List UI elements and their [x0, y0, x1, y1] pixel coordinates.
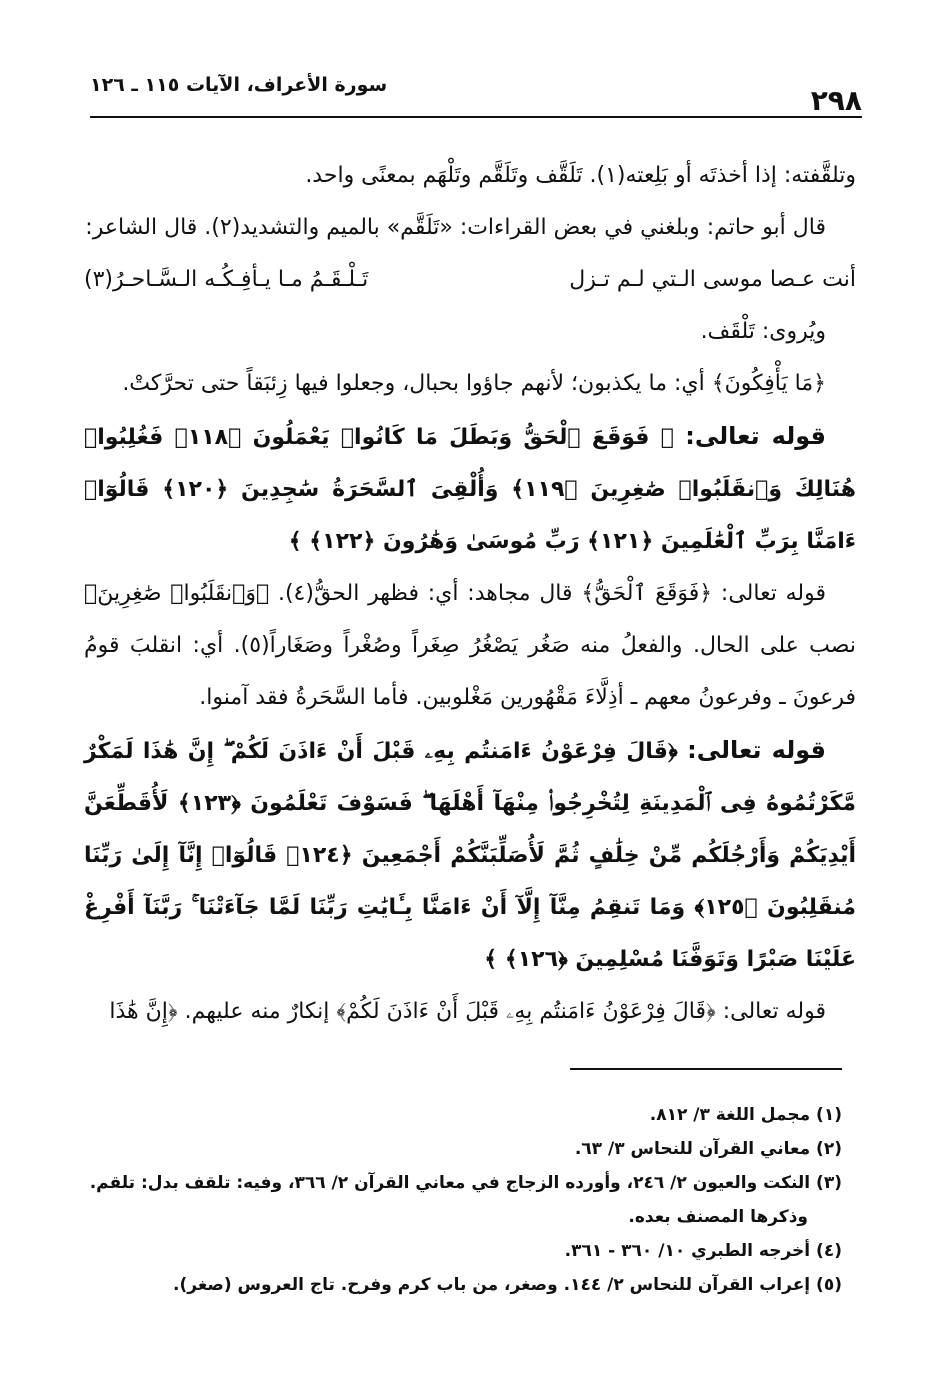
running-header	[90, 70, 862, 118]
paragraph-commentary-2: قوله تعالى: ﴿قَالَ فِرْعَوْنُ ءَامَنتُم بِهِۦ قَبْلَ أَنْ ءَاذَنَ لَكُمْ﴾ إنكارٌ منه عليهم. ﴿إِنَّ هَٰذَا	[109, 999, 826, 1024]
poem-first-hemistich: أنت عـصا موسى الـتي لـم تـزل	[569, 267, 856, 292]
page-number: ٢٩٨	[810, 84, 862, 117]
quran-verse-text: ﴿قَالَ فِرْعَوْنُ ءَامَنتُم بِهِۦ قَبْلَ أَنْ ءَاذَنَ لَكُمْ ۖ إِنَّ هَٰذَا لَمَكْرٌ مَّكَرْتُمُوهُ فِى ٱلْمَدِينَةِ لِتُخْرِجُوا۟ مِنْهَآ أَهْلَهَا ۖ فَسَوْفَ تَعْلَمُونَ ﴿١٢٣﴾ لَأُقَطِّعَنَّ أَيْدِيَكُمْ وَأَرْجُلَكُم مِّنْ خِلَٰفٍ ثُمَّ لَأُصَلِّبَنَّكُمْ أَجْمَعِينَ ﴿١٢٤﴾ قَالُوٓا۟ إِنَّآ إِلَىٰ رَبِّنَا مُنقَلِبُونَ ﴿١٢٥﴾ وَمَا تَنقِمُ مِنَّآ إِلَّآ أَنْ ءَامَنَّا بِـَٔايَٰتِ رَبِّنَا لَمَّا جَآءَتْنَا ۚ رَبَّنَآ أَفْرِغْ عَلَيْنَا صَبْرًا وَتَوَفَّنَا مُسْلِمِينَ ﴿١٢٦﴾ ﴾	[84, 739, 857, 972]
paragraph-commentary-1: قوله تعالى: ﴿فَوَقَعَ ٱلْحَقُّ﴾ قال مجاهد: أي: فظهر الحقُّ(٤). ﴿وَٱنقَلَبُوا۟ صَٰغِرِينَ﴾ نصب على الحال. والفعلُ منه صَغُر يَصْغُرُ صِغَراً وصُغْراً وصَغَاراً(٥). أي: انقلبَ قومُ فرعونَ ـ وفرعونُ معهم ـ أذِلَّاءَ مَقْهُورين مَغْلوبين. فأما السَّحَرةُ فقد آمنوا.	[84, 581, 856, 710]
footnote-2: (٢) معاني القرآن للنحاس ٣/ ٦٣.	[574, 1139, 842, 1159]
footnote-divider	[570, 1068, 842, 1070]
paragraph-abu-hatim: قال أبو حاتم: وبلغني في بعض القراءات: «تَلَقَّم» بالميم والتشديد(٢). قال الشاعر:	[85, 215, 826, 240]
footnotes	[88, 1098, 842, 1302]
header-title: سورة الأعراف، الآيات ١١٥ ـ ١٢٦	[90, 74, 388, 96]
footnote-3-continuation: وذكرها المصنف بعده.	[628, 1207, 808, 1227]
quran-verse-block-1	[84, 410, 856, 568]
footnote-5: (٥) إعراب القرآن للنحاس ٢/ ١٤٤. وصغر، من باب كرم وفرح. تاج العروس (صغر).	[173, 1275, 842, 1295]
footnote-4: (٤) أخرجه الطبري ١٠/ ٣٦٠ - ٣٦١.	[564, 1241, 842, 1261]
verse-lead-label: قوله تعالى:	[685, 422, 826, 450]
paragraph-definition: وتلقَّفته: إذا أخذتَه أو بَلِعته(١). تَلَقَّف وتَلَقَّم وتَلْهَم بمعنًى واحد.	[305, 163, 856, 188]
quran-verse-block-2	[84, 724, 856, 986]
main-text	[84, 150, 856, 1038]
footnote-3: (٣) النكت والعيون ٢/ ٢٤٦، وأورده الزجاج في معاني القرآن ٢/ ٣٦٦، وفيه: تلقف بدل: تلقم.	[89, 1173, 842, 1193]
quran-verse-text: ﴿ فَوَقَعَ ٱلْحَقُّ وَبَطَلَ مَا كَانُوا۟ يَعْمَلُونَ ﴿١١٨﴾ فَغُلِبُوا۟ هُنَالِكَ وَٱنقَلَبُوا۟ صَٰغِرِينَ ﴿١١٩﴾ وَأُلْقِىَ ٱلسَّحَرَةُ سَٰجِدِينَ ﴿١٢٠﴾ قَالُوٓا۟ ءَامَنَّا بِرَبِّ ٱلْعَٰلَمِينَ ﴿١٢١﴾ رَبِّ مُوسَىٰ وَهَٰرُونَ ﴿١٢٢﴾ ﴾	[84, 425, 857, 554]
footnote-1: (١) مجمل اللغة ٣/ ٨١٢.	[649, 1105, 842, 1125]
poem-verse	[84, 254, 856, 306]
verse-lead-label: قوله تعالى:	[687, 736, 826, 764]
paragraph-variant-reading: ويُروى: تَلْقَف.	[700, 319, 826, 344]
paragraph-ma-yafikun: ﴿مَا يَأْفِكُونَ﴾ أي: ما يكذبون؛ لأنهم جاؤوا بحبال، وجعلوا فيها زِئبَقاً حتى تحرَّكتْ.	[122, 371, 826, 396]
poem-second-hemistich: تَـلْـقَـمُ مـا يـأفِـكُـه الـسَّـاحـرُ(٣)	[84, 267, 369, 292]
